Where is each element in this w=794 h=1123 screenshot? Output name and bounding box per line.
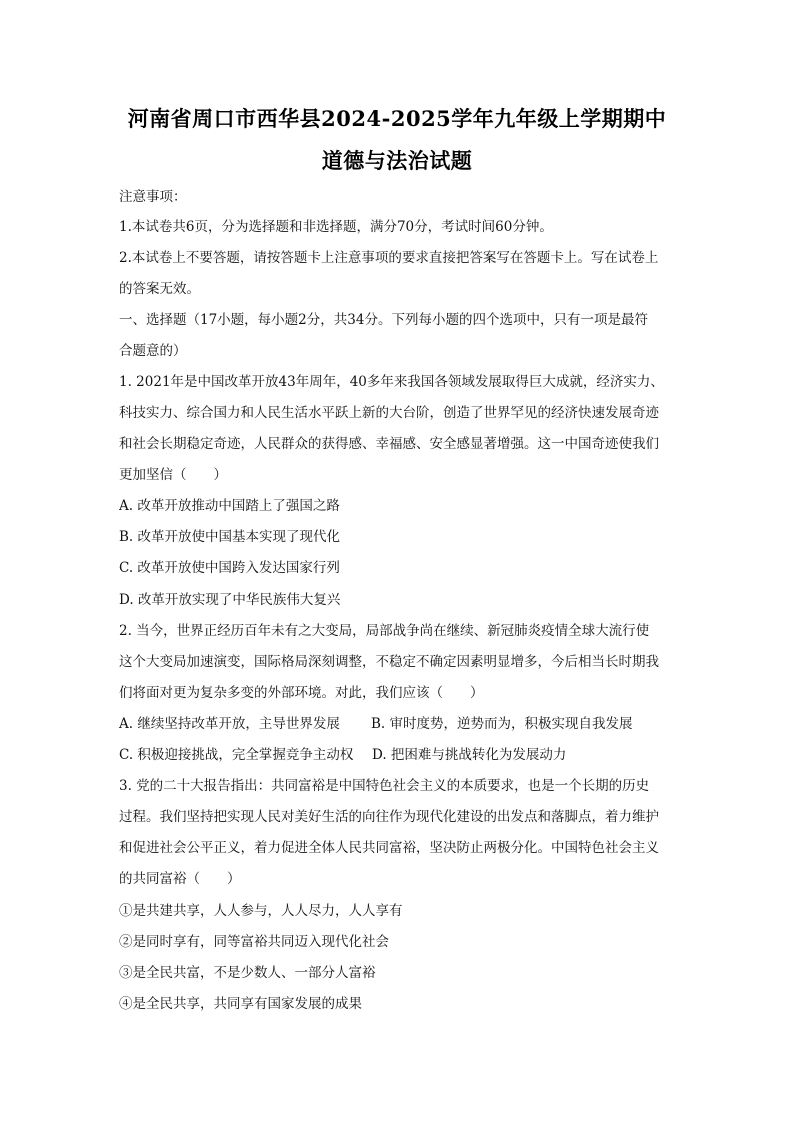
question-2-stem: 这个大变局加速演变，国际格局深刻调整，不稳定不确定因素明显增多，今后相当长时期我 [119, 654, 659, 670]
notice-heading: 注意事项： [119, 189, 187, 205]
question-2-stem: 们将面对更为复杂多变的外部环境。对此，我们应该（ ） [119, 685, 484, 701]
exam-title: 河南省周口市西华县2024-2025学年九年级上学期期中 [127, 106, 667, 131]
question-1-stem: 1. 2021年是中国改革开放43年周年，40多年来我国各领域发展取得巨大成就，经济实力、 [119, 374, 664, 390]
question-1-option-b: B. 改革开放使中国基本实现了现代化 [119, 529, 341, 545]
question-1-option-c: C. 改革开放使中国跨入发达国家行列 [119, 560, 340, 576]
question-2-option-b: B. 审时度势，逆势而为，积极实现自我发展 [371, 716, 633, 732]
notice-item-2-cont: 的答案无效。 [119, 281, 200, 297]
question-1-stem: 和社会长期稳定奇迹，人民群众的获得感、幸福感、安全感显著增强。这一中国奇迹使我们 [119, 436, 659, 452]
question-3-statement-2: ②是同时享有，同等富裕共同迈入现代化社会 [119, 934, 389, 950]
question-2-stem: 2. 当今，世界正经历百年未有之大变局，局部战争尚在继续、新冠肺炎疫情全球大流行使 [119, 623, 650, 639]
question-2-option-d: D. 把困难与挑战转化为发展动力 [372, 747, 567, 763]
question-3-statement-1: ①是共建共享，人人参与，人人尽力，人人享有 [119, 903, 403, 919]
question-3-stem: 过程。我们坚持把实现人民对美好生活的向往作为现代化建设的出发点和落脚点，着力维护 [119, 809, 659, 825]
question-1-stem: 更加坚信（ ） [119, 467, 227, 483]
question-3-statement-3: ③是全民共富，不是少数人、一部分人富裕 [119, 965, 376, 981]
exam-subject-title: 道德与法治试题 [321, 148, 473, 173]
question-2-option-a: A. 继续坚持改革开放，主导世界发展 [119, 716, 340, 732]
question-1-option-a: A. 改革开放推动中国踏上了强国之路 [119, 498, 340, 514]
section-heading: 一、选择题（17小题，每小题2分，共34分。下列每小题的四个选项中，只有一项是最符 [119, 312, 648, 328]
notice-item-2: 2.本试卷上不要答题，请按答题卡上注意事项的要求直接把答案写在答题卡上。写在试卷上 [119, 250, 659, 266]
question-3-stem: 3. 党的二十大报告指出：共同富裕是中国特色社会主义的本质要求，也是一个长期的历史 [119, 778, 650, 794]
question-3-stem: 和促进社会公平正义，着力促进全体人民共同富裕，坚决防止两极分化。中国特色社会主义 [119, 840, 659, 856]
question-3-statement-4: ④是全民共享，共同享有国家发展的成果 [119, 996, 362, 1012]
section-heading-cont: 合题意的） [119, 343, 187, 359]
question-1-option-d: D. 改革开放实现了中华民族伟大复兴 [119, 592, 341, 608]
question-1-stem: 科技实力、综合国力和人民生活水平跃上新的大台阶，创造了世界罕见的经济快速发展奇迹 [119, 405, 659, 421]
question-2-option-c: C. 积极迎接挑战，完全掌握竞争主动权 [119, 747, 354, 763]
question-3-stem: 的共同富裕（ ） [119, 871, 241, 887]
notice-item-1: 1.本试卷共6页，分为选择题和非选择题，满分70分，考试时间60分钟。 [119, 219, 553, 235]
